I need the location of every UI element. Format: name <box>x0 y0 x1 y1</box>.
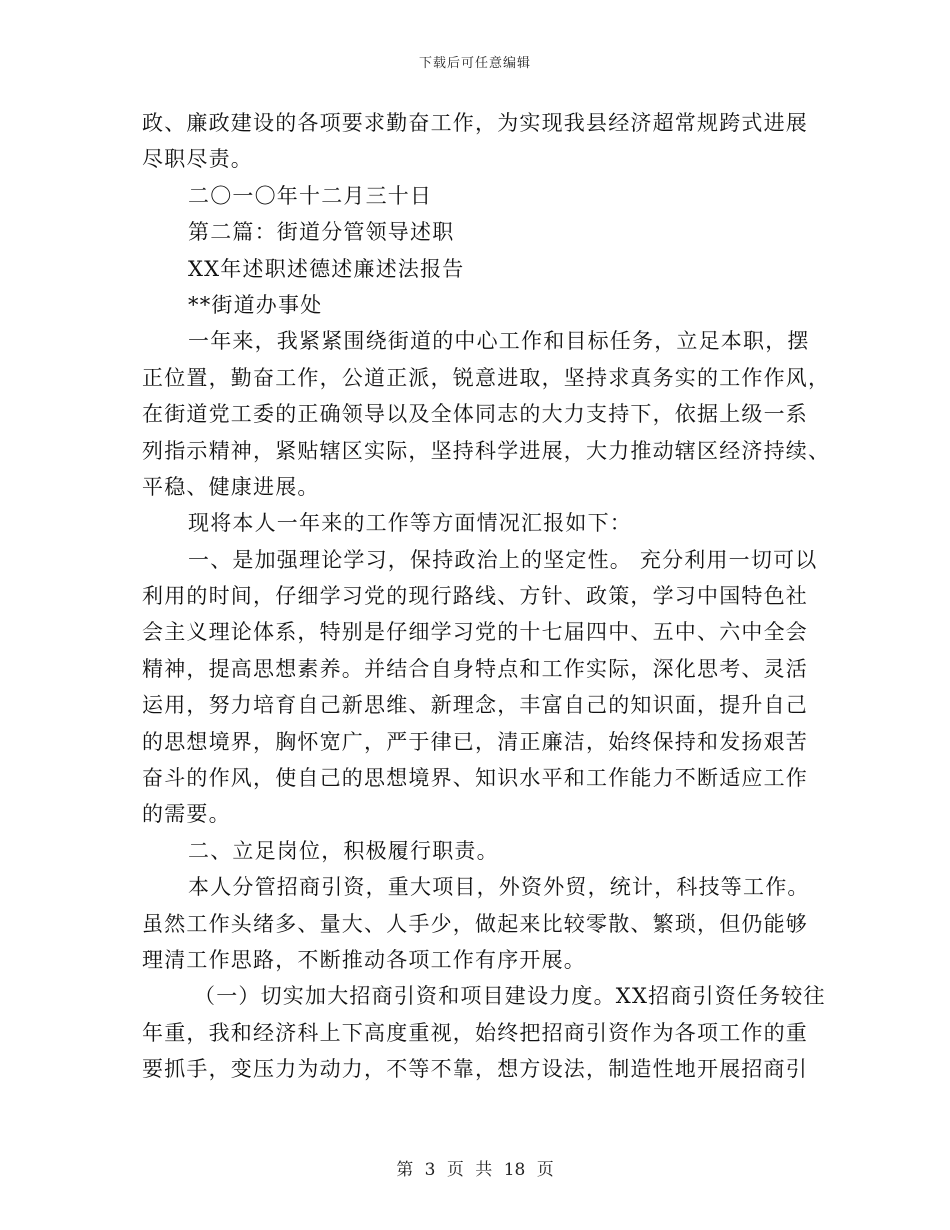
body-text-line: 精神，提高思想素养。并结合自身特点和工作实际，深化思考、灵活 <box>142 656 808 681</box>
body-text-line: 会主义理论体系，特别是仔细学习党的十七届四中、五中、六中全会 <box>142 620 808 645</box>
body-text-line: 列指示精神，紧贴辖区实际，坚持科学进展，大力推动辖区经济持续、 <box>142 438 831 463</box>
body-text-line: **街道办事处 <box>188 292 323 317</box>
body-text-line: 二、立足岗位，积极履行职责。 <box>188 838 499 863</box>
body-text-line: 现将本人一年来的工作等方面情况汇报如下： <box>188 511 632 536</box>
body-text-line: 要抓手，变压力为动力，不等不靠，想方设法，制造性地开展招商引 <box>142 1057 808 1082</box>
body-text-line: XX年述职述德述廉述法报告 <box>188 256 465 281</box>
document-body <box>142 105 831 1088</box>
body-text-line: 利用的时间，仔细学习党的现行路线、方针、政策，学习中国特色社 <box>142 584 808 609</box>
body-text-line: 年重，我和经济科上下高度重视，始终把招商引资作为各项工作的重 <box>142 1020 808 1045</box>
body-text-line: 的思想境界，胸怀宽广，严于律已，清正廉洁，始终保持和发扬艰苦 <box>142 729 808 754</box>
body-text-line: 一、是加强理论学习，保持政治上的坚定性。 充分利用一切可以 <box>188 547 818 572</box>
body-text-line: 虽然工作头绪多、量大、人手少，做起来比较零散、繁琐，但仍能够 <box>142 911 808 936</box>
body-text-line: 政、廉政建设的各项要求勤奋工作，为实现我县经济超常规跨式进展 <box>142 111 808 135</box>
body-text-line: 正位置，勤奋工作，公道正派，锐意进取，坚持求真务实的工作作风， <box>142 365 831 390</box>
body-text-line: 奋斗的作风，使自己的思想境界、知识水平和工作能力不断适应工作 <box>142 766 808 791</box>
body-text-line: 本人分管招商引资，重大项目，外资外贸，统计，科技等工作。 <box>188 875 810 900</box>
body-text-line: 尽职尽责。 <box>142 147 253 172</box>
body-text-line: 一年来，我紧紧围绕街道的中心工作和目标任务，立足本职，摆 <box>188 329 810 354</box>
body-text-line: 运用，努力培育自己新思维、新理念，丰富自己的知识面，提升自己 <box>142 693 808 718</box>
page-header: 下载后可任意编辑 <box>418 56 531 71</box>
body-text-line: 第二篇：街道分管领导述职 <box>188 220 455 245</box>
body-text-line: （一）切实加大招商引资和项目建设力度。XX招商引资任务较往 <box>194 984 826 1009</box>
body-text-line: 平稳、健康进展。 <box>142 474 320 499</box>
body-text-line: 在街道党工委的正确领导以及全体同志的大力支持下，依据上级一系 <box>142 402 808 427</box>
page-footer: 第 3 页 共 18 页 <box>396 1160 554 1180</box>
body-text-line: 二〇一〇年十二月三十日 <box>188 183 433 208</box>
body-text-line: 理清工作思路，不断推动各项工作有序开展。 <box>142 947 586 972</box>
body-text-line: 的需要。 <box>142 802 231 827</box>
